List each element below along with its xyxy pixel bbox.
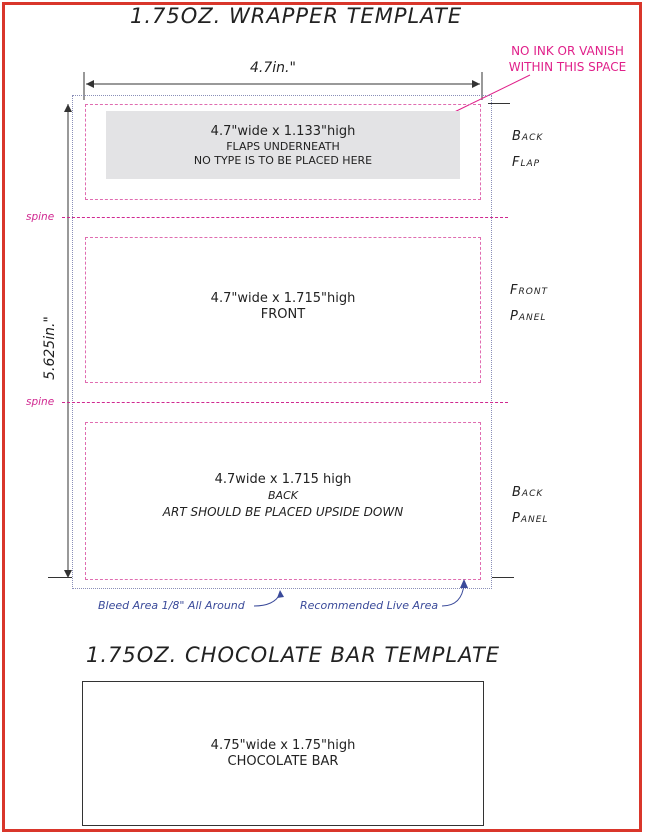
front-panel-side-label-1: Front <box>510 283 549 298</box>
chocolate-bar-dimensions: 4.75"wide x 1.75"high <box>210 738 356 753</box>
chocolate-bar-text <box>82 738 484 770</box>
spine-line-bottom <box>62 402 508 403</box>
chocolate-title: 1.75OZ. CHOCOLATE BAR TEMPLATE <box>86 643 501 667</box>
wrapper-title: 1.75OZ. WRAPPER TEMPLATE <box>130 4 463 28</box>
chocolate-bar-name: CHOCOLATE BAR <box>227 754 339 769</box>
back-flap-text <box>106 124 460 168</box>
back-panel-side-label-2: Panel <box>512 511 549 526</box>
no-ink-note-line-1: NO INK OR VANISH <box>511 44 624 58</box>
spine-line-top <box>62 217 508 218</box>
back-panel-text <box>85 472 481 520</box>
bottom-right-crop-mark <box>492 577 514 578</box>
spine-label-bottom: spine <box>26 396 55 408</box>
back-panel-side-label <box>512 480 548 532</box>
back-flap-dimensions: 4.7"wide x 1.133"high <box>210 124 356 139</box>
bottom-left-crop-mark <box>48 577 72 578</box>
top-right-crop-mark <box>488 103 510 104</box>
back-panel-dimensions: 4.7wide x 1.715 high <box>214 472 352 487</box>
back-flap-side-label-1: Back <box>512 129 544 144</box>
back-flap-side-label <box>512 124 543 176</box>
height-dimension-label: 5.625in." <box>42 316 58 380</box>
spine-label-top: spine <box>26 211 55 223</box>
back-panel-side-label-1: Back <box>512 485 544 500</box>
back-flap-line-2: FLAPS UNDERNEATH <box>226 140 340 153</box>
back-flap-side-label-2: Flap <box>512 155 541 170</box>
bleed-area-note: Bleed Area 1/8" All Around <box>98 599 245 612</box>
bleed-pointer-arrow <box>250 588 290 612</box>
front-panel-text <box>85 291 481 323</box>
front-panel-side-label <box>510 278 548 330</box>
back-panel-name: BACK <box>268 489 298 502</box>
back-flap-line-3: NO TYPE IS TO BE PLACED HERE <box>193 154 373 167</box>
front-panel-name: FRONT <box>260 307 306 322</box>
width-dimension-label: 4.7in." <box>250 60 296 76</box>
live-area-pointer-arrow <box>440 576 474 612</box>
front-panel-dimensions: 4.7"wide x 1.715"high <box>210 291 356 306</box>
no-ink-note-line-2: WITHIN THIS SPACE <box>508 60 627 74</box>
back-panel-note: ART SHOULD BE PLACED UPSIDE DOWN <box>162 505 404 519</box>
live-area-note: Recommended Live Area <box>300 599 439 612</box>
front-panel-side-label-2: Panel <box>510 309 547 324</box>
